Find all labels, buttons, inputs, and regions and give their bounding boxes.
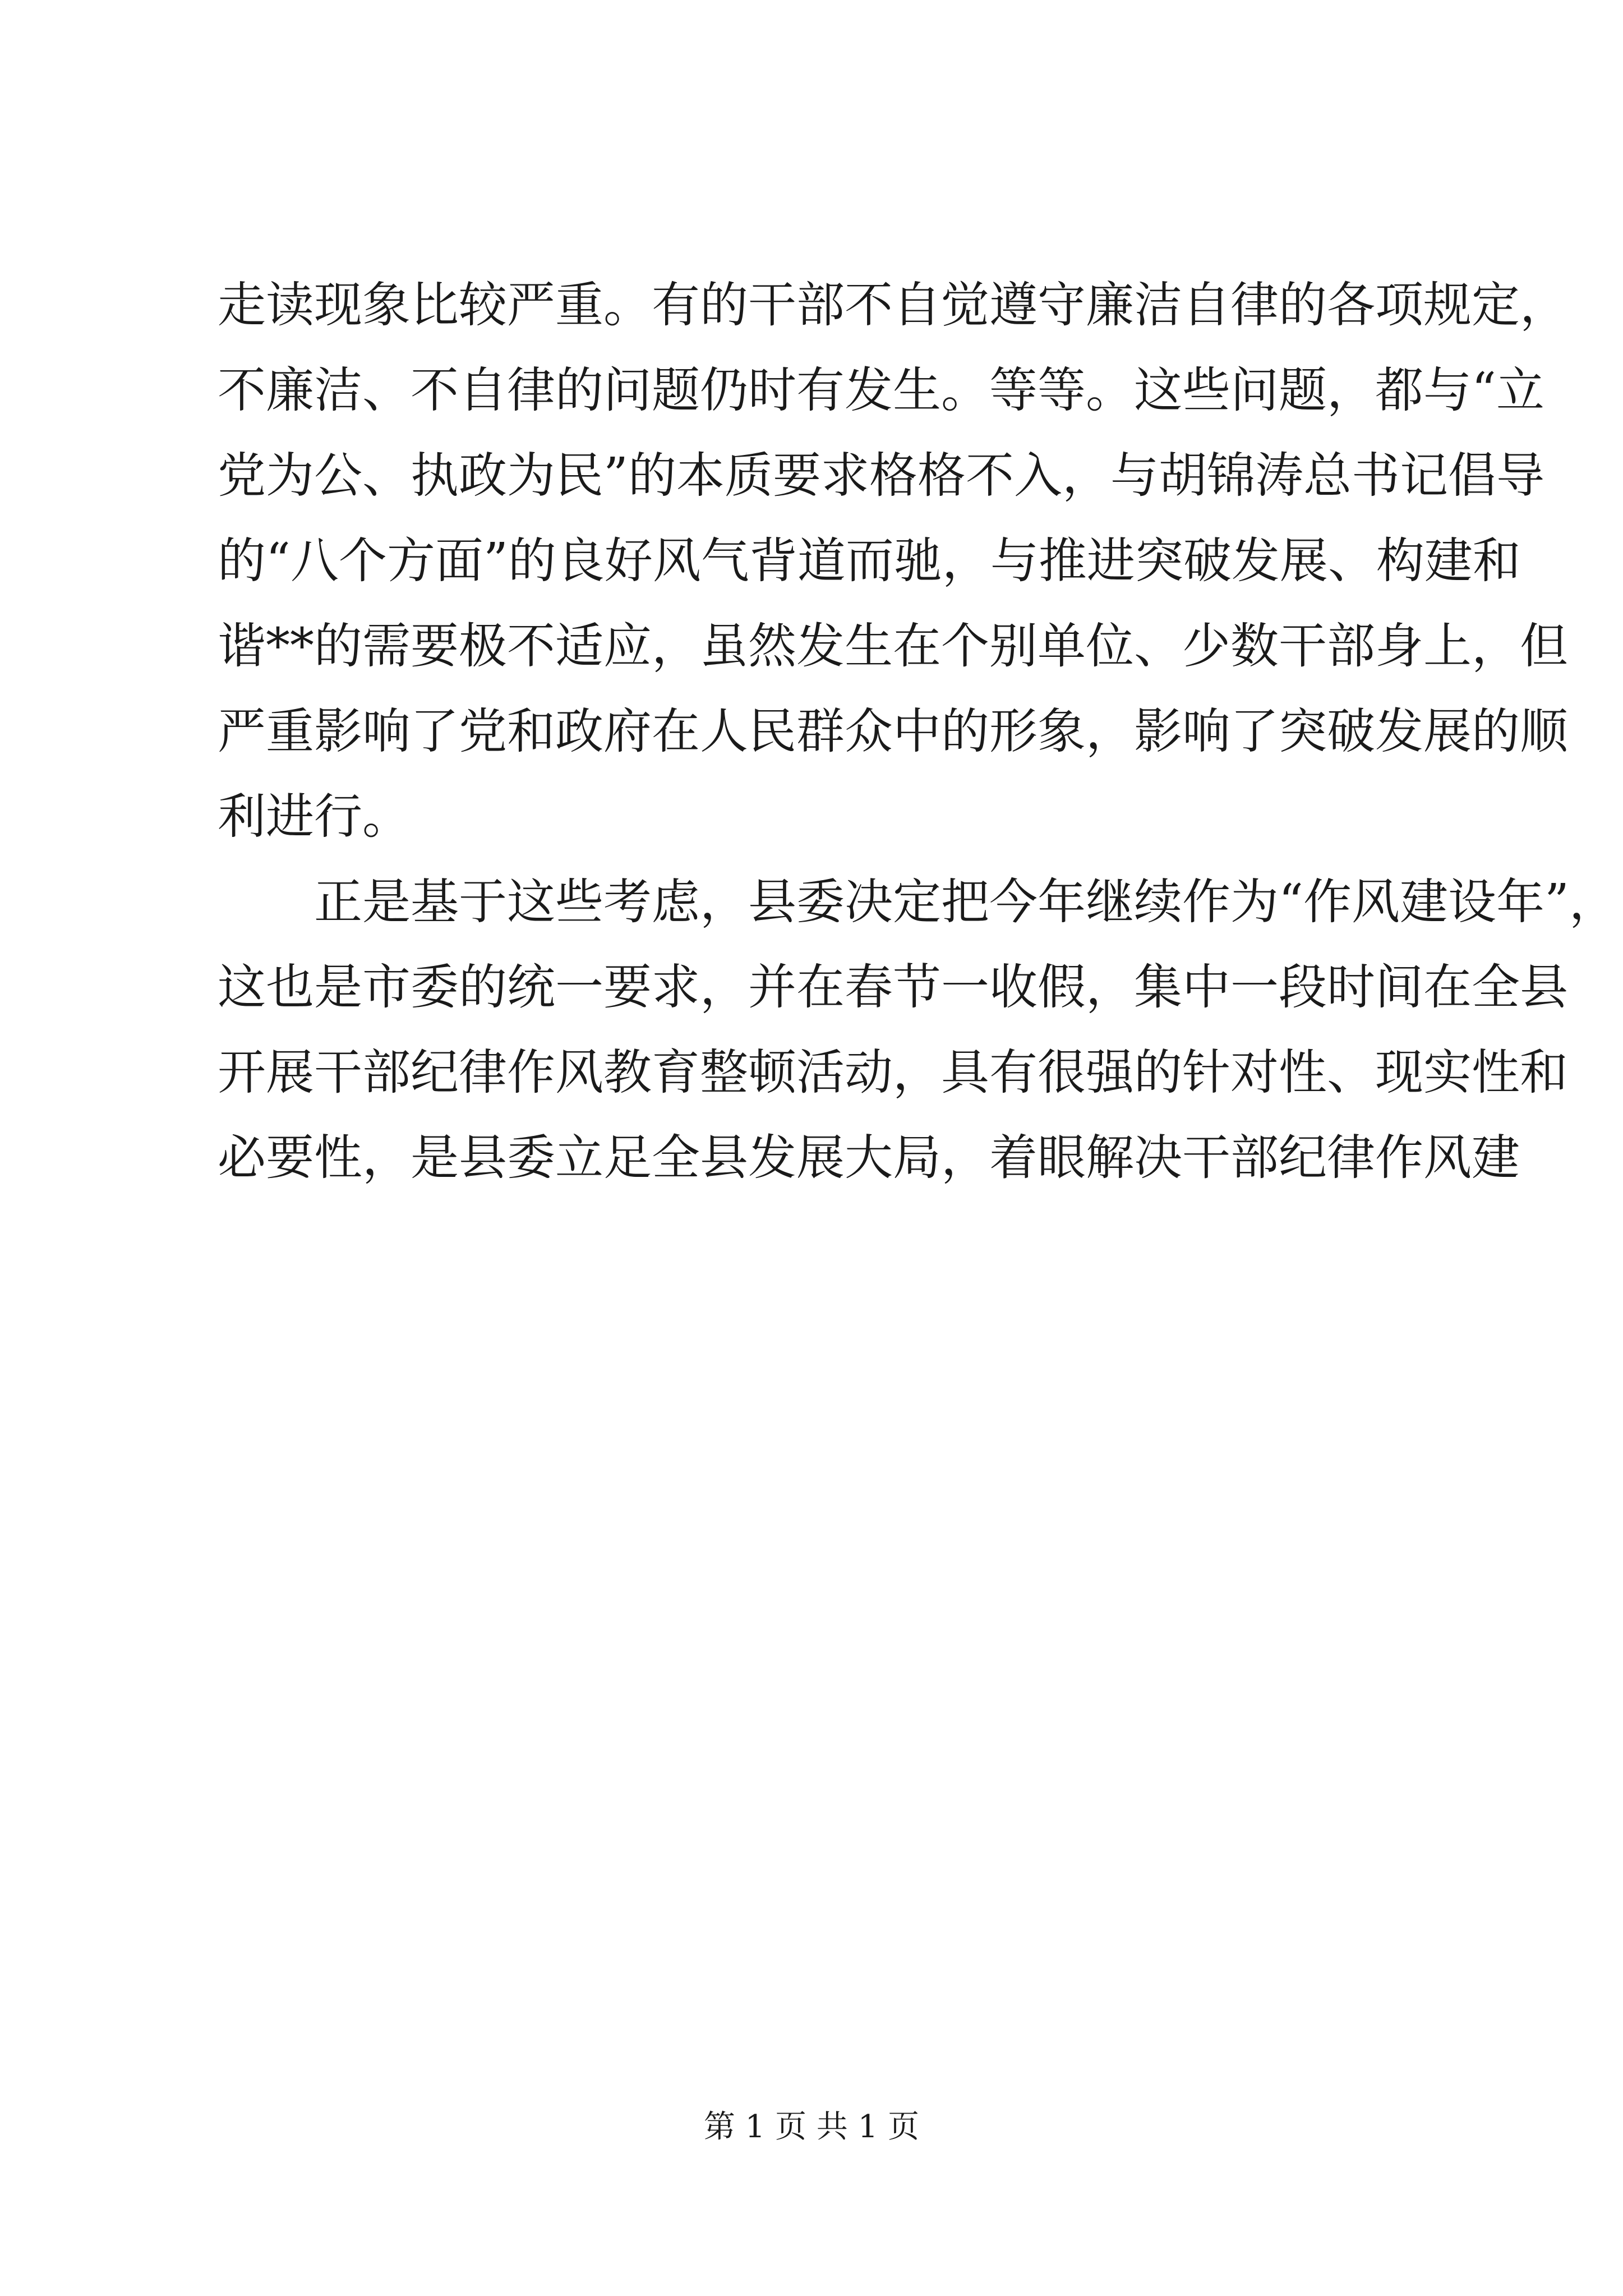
- text-line: 正是基于这些考虑，县委决定把今年继续作为“作风建设年”，: [314, 874, 1617, 930]
- text-line: 不廉洁、不自律的问题仍时有发生。等等。这些问题，都与“立: [218, 362, 1544, 418]
- text-line: 的“八个方面”的良好风气背道而驰，与推进突破发展、构建和: [218, 533, 1521, 589]
- paragraph-2: [218, 859, 1617, 1200]
- paragraph-1: [218, 263, 1568, 859]
- text-line: 这也是市委的统一要求，并在春节一收假，集中一段时间在全县: [218, 959, 1568, 1015]
- text-line: 走读现象比较严重。有的干部不自觉遵守廉洁自律的各项规定，: [218, 277, 1568, 333]
- document-body: [218, 263, 1617, 1200]
- text-line: 必要性，是县委立足全县发展大局，着眼解决干部纪律作风建: [218, 1130, 1520, 1186]
- text-line: 党为公、执政为民”的本质要求格格不入，与胡锦涛总书记倡导: [218, 448, 1544, 504]
- text-line: 严重影响了党和政府在人民群众中的形象，影响了突破发展的顺: [218, 703, 1568, 760]
- text-line: 开展干部纪律作风教育整顿活动，具有很强的针对性、现实性和: [218, 1045, 1568, 1101]
- text-line: 谐**的需要极不适应，虽然发生在个别单位、少数干部身上，但: [218, 618, 1568, 674]
- page-number-footer: 第 1 页 共 1 页: [703, 2109, 920, 2145]
- text-line: 利进行。: [218, 789, 411, 845]
